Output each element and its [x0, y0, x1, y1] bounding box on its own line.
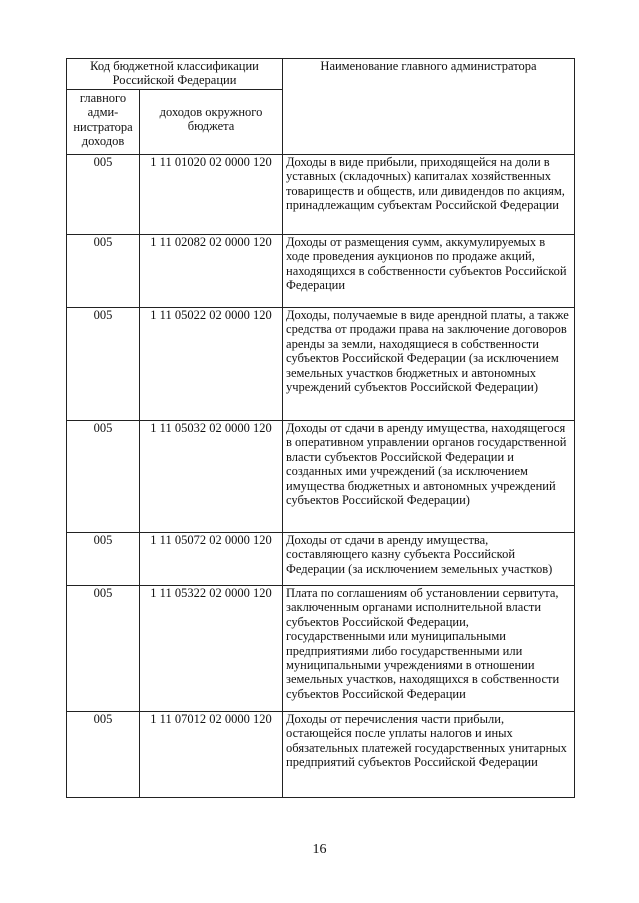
table-row — [67, 235, 575, 308]
admin-code-cell: 005 — [67, 586, 140, 712]
kbk-code-cell: 1 11 05022 02 0000 120 — [140, 308, 283, 421]
header-row-top — [67, 59, 575, 90]
description-cell: Доходы, получаемые в виде арендной платы, а также средства от продажи права на заключение договоров аренды за земли, находящиеся в собственности субъектов Российской Федерации (за исключением земельных участков бюджетных и автономных учреждений субъектов Российской Федерации) — [283, 308, 575, 421]
header-administrator-name: Наименование главного администратора — [283, 59, 575, 155]
header-main-administrator: главного адми-нистратора доходов — [67, 90, 140, 155]
document-page — [66, 58, 574, 798]
kbk-code-cell: 1 11 05072 02 0000 120 — [140, 533, 283, 586]
table-row — [67, 533, 575, 586]
admin-code-cell: 005 — [67, 421, 140, 533]
kbk-code-cell: 1 11 07012 02 0000 120 — [140, 712, 283, 798]
description-cell: Доходы от размещения сумм, аккумулируемых в ходе проведения аукционов по продаже акций, находящихся в собственности субъектов Российской Федерации — [283, 235, 575, 308]
table-row — [67, 421, 575, 533]
table-row — [67, 712, 575, 798]
admin-code-cell: 005 — [67, 155, 140, 235]
table-row — [67, 155, 575, 235]
kbk-code-cell: 1 11 05322 02 0000 120 — [140, 586, 283, 712]
header-district-budget-revenue: доходов окружного бюджета — [140, 90, 283, 155]
admin-code-cell: 005 — [67, 235, 140, 308]
table-row — [67, 308, 575, 421]
kbk-code-cell: 1 11 05032 02 0000 120 — [140, 421, 283, 533]
budget-classification-table — [66, 58, 575, 798]
admin-code-cell: 005 — [67, 712, 140, 798]
description-cell: Доходы в виде прибыли, приходящейся на доли в уставных (складочных) капиталах хозяйственных товариществ и обществ, или дивидендов по акциям, принадлежащим субъектам Российской Федерации — [283, 155, 575, 235]
description-cell: Плата по соглашениям об установлении сервитута, заключенным органами исполнительной власти субъектов Российской Федерации, государственными или муниципальными предприятиями либо государственными или муниципальными учреждениями в отношении земельных участков, находящихся в собственности субъектов Российской Федерации — [283, 586, 575, 712]
table-row — [67, 586, 575, 712]
kbk-code-cell: 1 11 01020 02 0000 120 — [140, 155, 283, 235]
description-cell: Доходы от перечисления части прибыли, остающейся после уплаты налогов и иных обязательных платежей государственных унитарных предприятий субъектов Российской Федерации — [283, 712, 575, 798]
description-cell: Доходы от сдачи в аренду имущества, составляющего казну субъекта Российской Федерации (за исключением земельных участков) — [283, 533, 575, 586]
kbk-code-cell: 1 11 02082 02 0000 120 — [140, 235, 283, 308]
admin-code-cell: 005 — [67, 308, 140, 421]
description-cell: Доходы от сдачи в аренду имущества, находящегося в оперативном управлении органов государственной власти субъектов Российской Федерации и созданных ими учреждений (за исключением имущества бюджетных и автономных учреждений субъектов Российской Федерации) — [283, 421, 575, 533]
admin-code-cell: 005 — [67, 533, 140, 586]
header-budget-classification-code: Код бюджетной классификации Российской Федерации — [67, 59, 283, 90]
page-number: 16 — [312, 842, 327, 857]
